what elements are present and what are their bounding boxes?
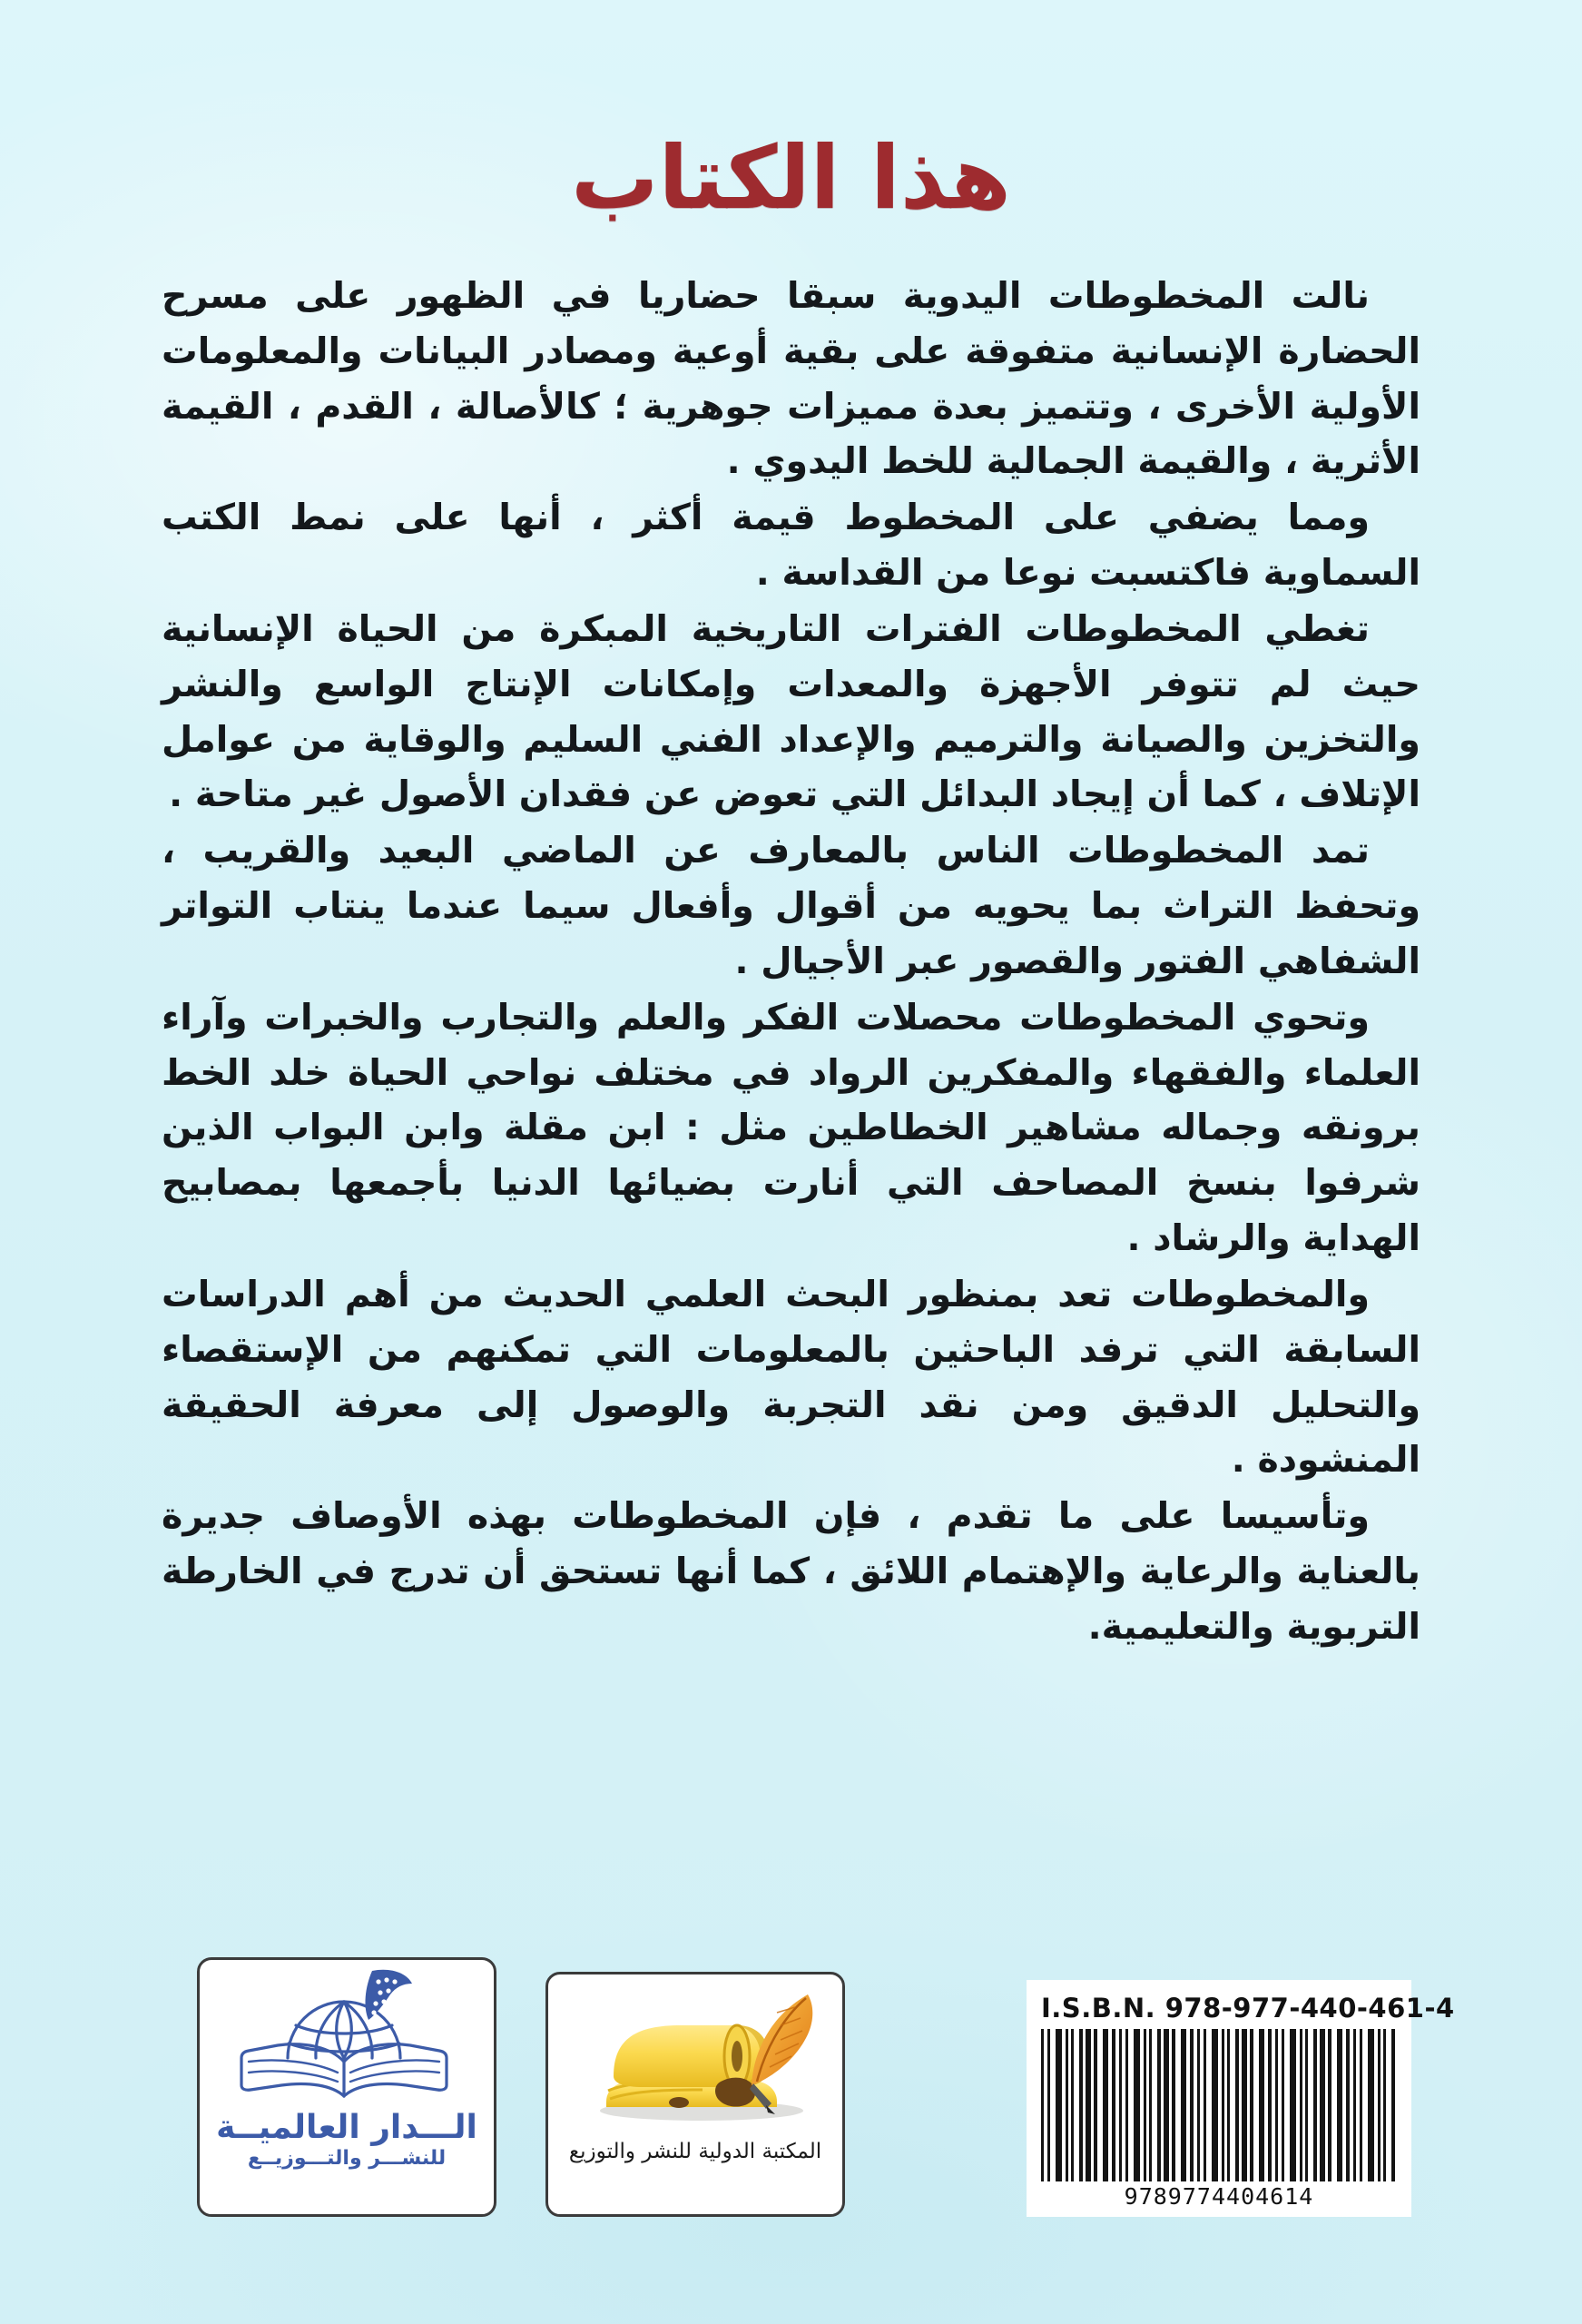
- barcode-icon: [1041, 2029, 1397, 2181]
- logo-caption-al-dar-sub: للنشـــر والتـــوزيــع: [247, 2146, 447, 2170]
- page-title: هذا الكتاب: [571, 127, 1011, 229]
- cover-content: [162, 0, 1420, 1655]
- scroll-quill-icon: [548, 1974, 842, 2134]
- logo-caption-international-library: المكتبة الدولية للنشر والتوزيع: [568, 2140, 822, 2163]
- globe-book-quill-icon: [200, 1960, 494, 2111]
- publisher-logo-al-dar-al-alamiya: [197, 1957, 496, 2217]
- logo-caption-al-dar-main: الـــدار العالميــة: [216, 2109, 477, 2146]
- blurb-text: [162, 269, 1420, 1655]
- cover-footer: [0, 1943, 1582, 2324]
- publisher-logo-international-library: [545, 1972, 845, 2217]
- paragraph-3: تغطي المخطوطات الفترات التاريخية المبكرة من الحياة الإنسانية حيث لم تتوفر الأجهزة والمعدات وإمكانات الإنتاج الواسع والنشر والتخزين والصيانة والترميم والإعداد الفني السليم والوقاية من عوامل الإتلاف ، كما أن إيجاد البدائل التي تعوض عن فقدان الأصول غير متاحة .: [162, 607, 1420, 816]
- paragraph-2: ومما يضفي على المخطوط قيمة أكثر ، أنها على نمط الكتب السماوية فاكتسبت نوعا من القداسة .: [162, 497, 1420, 595]
- isbn-label: I.S.B.N. 978-977-440-461-4: [1041, 1993, 1455, 2024]
- paragraph-6: والمخطوطات تعد بمنظور البحث العلمي الحديث من أهم الدراسات السابقة التي ترفد الباحثين بالمعلومات التي تمكنهم من الإستقصاء والتحليل الدقيق ومن نقد التجربة والوصول إلى معرفة الحقيقة المنشودة .: [162, 1273, 1420, 1482]
- paragraph-5: وتحوي المخطوطات محصلات الفكر والعلم والتجارب والخبرات وآراء العلماء والفقهاء والمفكرين الرواد في مختلف نواحي الحياة خلد الخط برونقه وجماله مشاهير الخطاطين مثل : ابن مقلة وابن البواب الذين شرفوا بنسخ المصاحف التي أنارت بضيائها الدنيا بأجمعها بمصابيح الهداية والرشاد .: [162, 996, 1420, 1260]
- isbn-barcode-block: [1027, 1980, 1455, 2217]
- paragraph-4: تمد المخطوطات الناس بالمعارف عن الماضي البعيد والقريب ، وتحفظ التراث بما يحويه من أقوال وأفعال سيما عندما ينتاب التواتر الشفاهي الفتور والقصور عبر الأجيال .: [162, 830, 1420, 982]
- barcode-digits: 9789774404614: [1124, 2183, 1314, 2210]
- paragraph-1: نالت المخطوطات اليدوية سبقا حضاريا في الظهور على مسرح الحضارة الإنسانية متفوقة على بقية أوعية ومصادر البيانات والمعلومات الأولية الأخرى ، وتتميز بعدة مميزات جوهرية ؛ كالأصالة ، القدم ، القيمة الأثرية ، والقيمة الجمالية للخط اليدوي .: [162, 275, 1420, 483]
- paragraph-7: وتأسيسا على ما تقدم ، فإن المخطوطات بهذه الأوصاف جديرة بالعناية والرعاية والإهتمام اللائق ، كما أنها تستحق أن تدرج في الخارطة التربوية والتعليمية.: [162, 1495, 1420, 1648]
